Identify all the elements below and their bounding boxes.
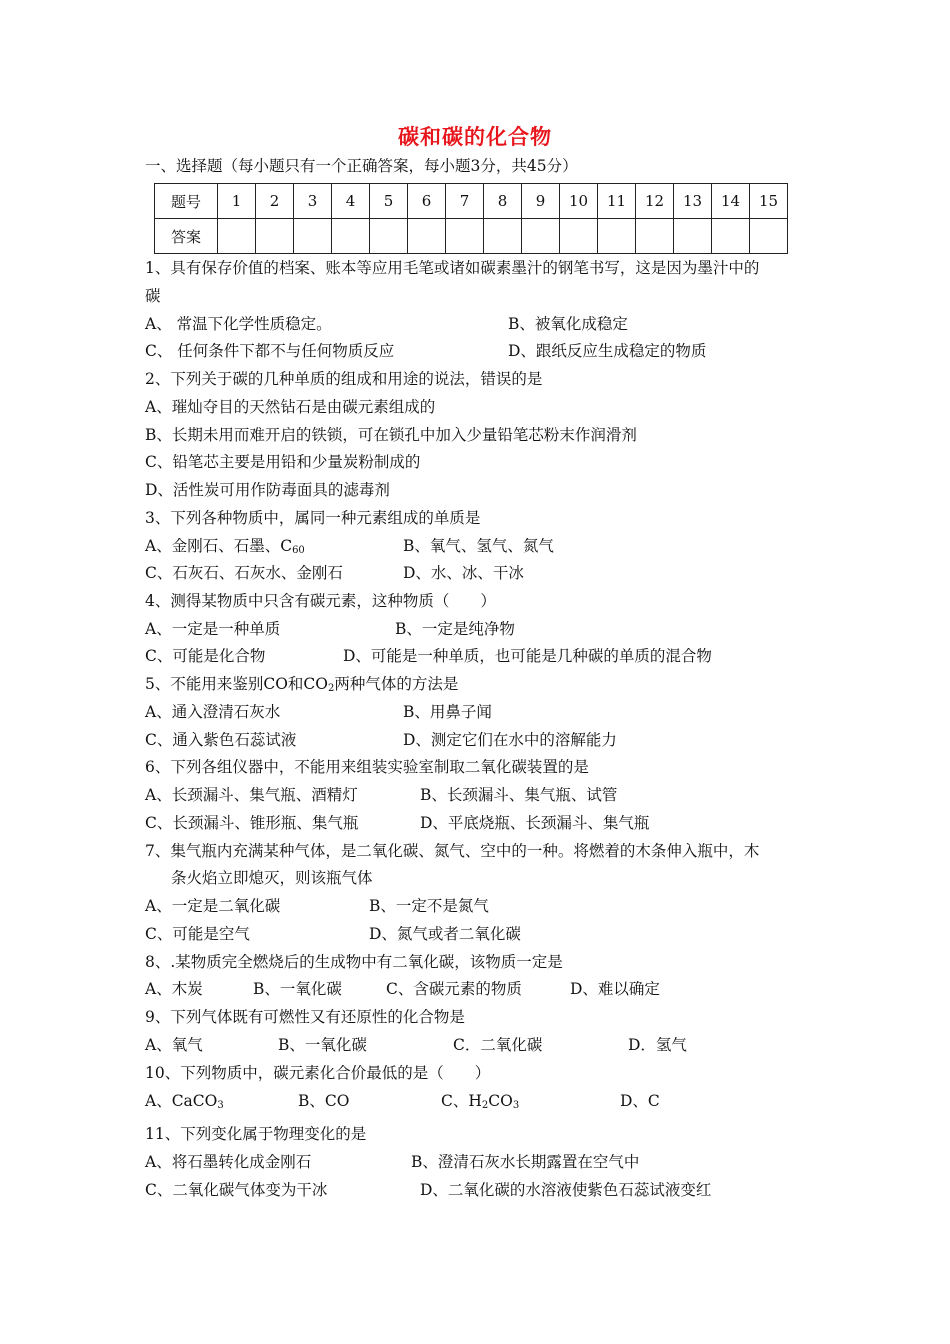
question-2-stem: 2、下列关于碳的几种单质的组成和用途的说法，错误的是 [145, 370, 543, 388]
question-11-option-b: B、澄清石灰水长期露置在空气中 [411, 1153, 640, 1171]
question-4-option-d: D、可能是一种单质，也可能是几种碳的单质的混合物 [343, 647, 712, 665]
answer-table [154, 183, 788, 254]
question-6-option-b: B、长颈漏斗、集气瓶、试管 [420, 786, 618, 804]
table-cell-number: 12 [636, 184, 674, 219]
table-cell-number: 9 [522, 184, 560, 219]
answer-cell[interactable] [256, 219, 294, 254]
question-8-option-c: C、含碳元素的物质 [386, 980, 522, 998]
question-6-option-c: C、长颈漏斗、锥形瓶、集气瓶 [145, 814, 359, 832]
answer-cell[interactable] [522, 219, 560, 254]
answer-cell[interactable] [408, 219, 446, 254]
page-title: 碳和碳的化合物 [398, 125, 552, 149]
question-10-option-c: C、$H_2CO_3$ [441, 1092, 520, 1111]
answer-cell[interactable] [370, 219, 408, 254]
table-cell-number: 13 [674, 184, 712, 219]
table-cell-number: 6 [408, 184, 446, 219]
question-1-stem: 1、具有保存价值的档案、账本等应用毛笔或诸如碳素墨汁的钢笔书写，这是因为墨汁中的 [145, 259, 760, 277]
question-1-option-b: B、被氧化成稳定 [508, 315, 628, 333]
question-8-stem: 8、.某物质完全燃烧后的生成物中有二氧化碳，该物质一定是 [145, 953, 563, 971]
question-5-stem: 5、不能用来鉴别CO和$CO_2$两种气体的方法是 [145, 675, 459, 694]
answer-cell[interactable] [712, 219, 750, 254]
question-1-option-d: D、跟纸反应生成稳定的物质 [508, 342, 707, 360]
question-1-option-a: A、 常温下化学性质稳定。 [145, 315, 332, 333]
table-row-label: 题号 [155, 184, 218, 219]
table-row-numbers [155, 184, 788, 219]
section-heading: 一、选择题（每小题只有一个正确答案，每小题3分，共45分） [145, 157, 578, 175]
question-7-option-a: A、一定是二氧化碳 [145, 897, 281, 915]
question-8-option-d: D、难以确定 [570, 980, 660, 998]
table-row-answers [155, 219, 788, 254]
question-11-option-c: C、二氧化碳气体变为干冰 [145, 1181, 328, 1199]
question-3-option-b: B、氧气、氢气、氮气 [403, 537, 554, 555]
question-11-option-a: A、将石墨转化成金刚石 [145, 1153, 312, 1171]
question-11-option-d: D、二氧化碳的水溶液使紫色石蕊试液变红 [420, 1181, 712, 1199]
answer-cell[interactable] [636, 219, 674, 254]
question-4-stem: 4、测得某物质中只含有碳元素，这种物质（ ） [145, 592, 496, 610]
question-9-option-b: B、一氧化碳 [278, 1036, 367, 1054]
question-6-option-d: D、平底烧瓶、长颈漏斗、集气瓶 [420, 814, 650, 832]
table-cell-number: 3 [294, 184, 332, 219]
question-7-option-b: B、一定不是氮气 [369, 897, 489, 915]
question-2-option-a: A、璀灿夺目的天然钻石是由碳元素组成的 [145, 398, 436, 416]
question-9-stem: 9、下列气体既有可燃性又有还原性的化合物是 [145, 1008, 465, 1026]
question-6-option-a: A、长颈漏斗、集气瓶、酒精灯 [145, 786, 358, 804]
answer-cell[interactable] [484, 219, 522, 254]
question-4-option-a: A、一定是一种单质 [145, 620, 281, 638]
table-cell-number: 7 [446, 184, 484, 219]
answer-cell[interactable] [750, 219, 788, 254]
question-9-option-d: D．氢气 [628, 1036, 687, 1054]
question-7-option-c: C、可能是空气 [145, 925, 250, 943]
question-4-option-c: C、可能是化合物 [145, 647, 266, 665]
answer-cell[interactable] [332, 219, 370, 254]
question-10-option-b: B、CO [298, 1092, 350, 1110]
question-3-option-d: D、水、冰、干冰 [403, 564, 524, 582]
question-10-stem: 10、下列物质中，碳元素化合价最低的是（ ） [145, 1064, 491, 1082]
question-9-option-c: C．二氧化碳 [453, 1036, 543, 1054]
answer-cell[interactable] [446, 219, 484, 254]
table-cell-number: 4 [332, 184, 370, 219]
question-5-option-c: C、通入紫色石蕊试液 [145, 731, 297, 749]
question-4-option-b: B、一定是纯净物 [395, 620, 515, 638]
question-5-option-b: B、用鼻子闻 [403, 703, 492, 721]
answer-cell[interactable] [294, 219, 332, 254]
question-3-option-a: A、金刚石、石墨、$C_{60}$ [145, 537, 305, 556]
table-cell-number: 11 [598, 184, 636, 219]
answer-cell[interactable] [598, 219, 636, 254]
question-3-option-c: C、石灰石、石灰水、金刚石 [145, 564, 343, 582]
answer-cell[interactable] [218, 219, 256, 254]
question-2-option-d: D、活性炭可用作防毒面具的滤毒剂 [145, 481, 390, 499]
question-7-option-d: D、氮气或者二氧化碳 [369, 925, 521, 943]
answer-cell[interactable] [560, 219, 598, 254]
question-7-stem: 7、集气瓶内充满某种气体，是二氧化碳、氮气、空中的一种。将燃着的木条伸入瓶中，木 [145, 842, 760, 860]
question-8-option-a: A、木炭 [145, 980, 203, 998]
table-cell-number: 1 [218, 184, 256, 219]
table-cell-number: 5 [370, 184, 408, 219]
question-9-option-a: A、氧气 [145, 1036, 203, 1054]
table-cell-number: 14 [712, 184, 750, 219]
question-5-option-d: D、测定它们在水中的溶解能力 [403, 731, 617, 749]
table-cell-number: 2 [256, 184, 294, 219]
question-8-option-b: B、一氧化碳 [253, 980, 342, 998]
question-10-option-d: D、C [620, 1092, 660, 1110]
question-3-stem: 3、下列各种物质中，属同一种元素组成的单质是 [145, 509, 481, 527]
table-cell-number: 15 [750, 184, 788, 219]
table-cell-number: 8 [484, 184, 522, 219]
question-6-stem: 6、下列各组仪器中，不能用来组装实验室制取二氧化碳装置的是 [145, 758, 589, 776]
question-10-option-a: A、CaCO$_3$ [145, 1092, 224, 1111]
question-11-stem: 11、下列变化属于物理变化的是 [145, 1125, 367, 1143]
table-row-label: 答案 [155, 219, 218, 254]
question-1-option-c: C、 任何条件下都不与任何物质反应 [145, 342, 395, 360]
question-7-stem-cont: 条火焰立即熄灭，则该瓶气体 [171, 869, 373, 887]
answer-cell[interactable] [674, 219, 712, 254]
question-2-option-c: C、铅笔芯主要是用铅和少量炭粉制成的 [145, 453, 421, 471]
question-2-option-b: B、长期未用而难开启的铁锁，可在锁孔中加入少量铅笔芯粉末作润滑剂 [145, 426, 637, 444]
table-cell-number: 10 [560, 184, 598, 219]
question-1-stem-cont: 碳 [145, 287, 161, 305]
question-5-option-a: A、通入澄清石灰水 [145, 703, 281, 721]
